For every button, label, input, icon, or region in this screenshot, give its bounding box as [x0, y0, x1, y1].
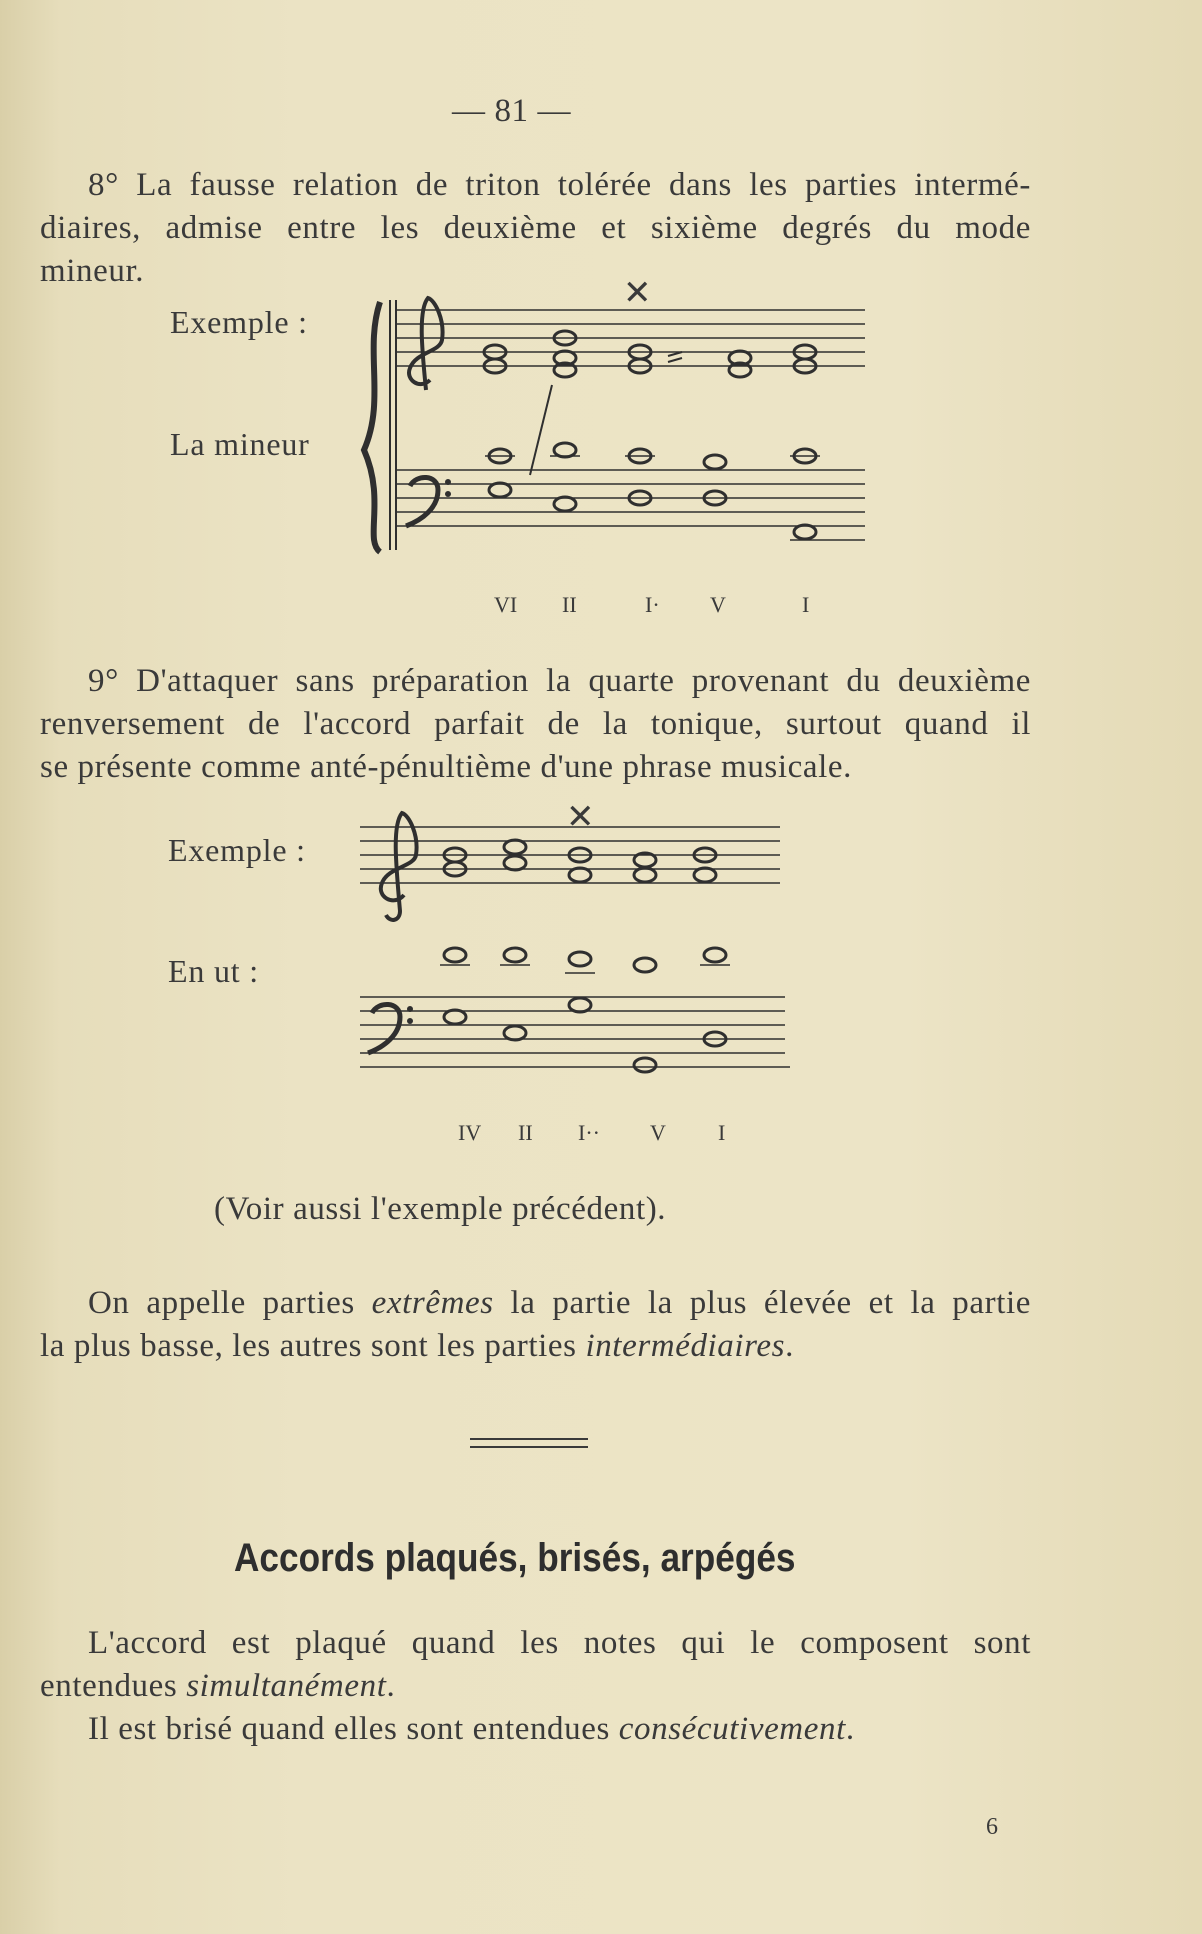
section9-example-label: Exemple : [168, 832, 306, 868]
section9-degree-3: I·· [578, 1120, 600, 1145]
section8-music-system [360, 290, 880, 560]
section8-line-2: diaires, admise entre les deuxième et sixième degrés du mode [40, 210, 1031, 246]
accords-line3-after: . [845, 1711, 855, 1747]
parties-line2-after: . [785, 1328, 794, 1364]
parties-line2-italic: intermédiaires [585, 1328, 786, 1364]
section9-line-2: renversement de l'accord parfait de la tonique, surtout quand il [40, 706, 1031, 742]
section9-line-3: se présente comme anté-pénultième d'une phrase musicale. [40, 749, 852, 785]
section9-line-1: 9° D'attaquer sans préparation la quarte provenant du deuxième [88, 663, 1031, 699]
section-divider [470, 1438, 588, 1448]
accords-line2-before: entendues [40, 1668, 187, 1704]
section9-music-system [360, 815, 790, 1075]
section8-line-1: 8° La fausse relation de triton tolérée dans les parties intermé- [88, 167, 1031, 203]
section9-key-label: En ut : [168, 953, 259, 989]
accords-line-3 [88, 1708, 855, 1751]
section8-key-label: La mineur [170, 426, 310, 462]
parties-line1-after: la partie la plus élevée et la partie [493, 1285, 1031, 1321]
section8-degree-1: VI [494, 592, 518, 617]
section9-degree-1: IV [458, 1120, 482, 1145]
section8-degree-3: I· [645, 592, 660, 617]
section8-line-3: mineur. [40, 253, 145, 289]
section9-cross-mark: ✕ [566, 799, 596, 836]
parties-line2-before: la plus basse, les autres sont les parties [40, 1328, 586, 1364]
section8-degree-4: V [710, 592, 726, 617]
section9-degree-5: I [718, 1120, 726, 1145]
parties-line1-before: On appelle parties [88, 1285, 372, 1321]
accords-line-2 [40, 1665, 395, 1708]
section9-degree-2: II [518, 1120, 533, 1145]
section8-cross-mark: ✕ [623, 275, 653, 312]
page-number: — 81 — [452, 93, 572, 129]
accords-line3-before: Il est brisé quand elles sont entendues [88, 1711, 619, 1747]
section8-degree-5: I [802, 592, 810, 617]
accords-line2-italic: simultanément [186, 1668, 387, 1704]
section8-degree-2: II [562, 592, 577, 617]
section9-see-also: (Voir aussi l'exemple précédent). [214, 1191, 667, 1227]
accords-title: Accords plaqués, brisés, arpégés [234, 1536, 796, 1580]
parties-line-2 [40, 1325, 794, 1368]
signature-mark: 6 [986, 1814, 998, 1840]
accords-line-1: L'accord est plaqué quand les notes qui le composent sont [88, 1625, 1031, 1661]
accords-line3-italic: consécutivement [618, 1711, 846, 1747]
parties-line1-italic: extrêmes [371, 1285, 494, 1321]
accords-line2-after: . [386, 1668, 396, 1704]
section9-degree-4: V [650, 1120, 666, 1145]
section8-example-label: Exemple : [170, 304, 308, 340]
parties-line-1 [88, 1282, 1031, 1325]
